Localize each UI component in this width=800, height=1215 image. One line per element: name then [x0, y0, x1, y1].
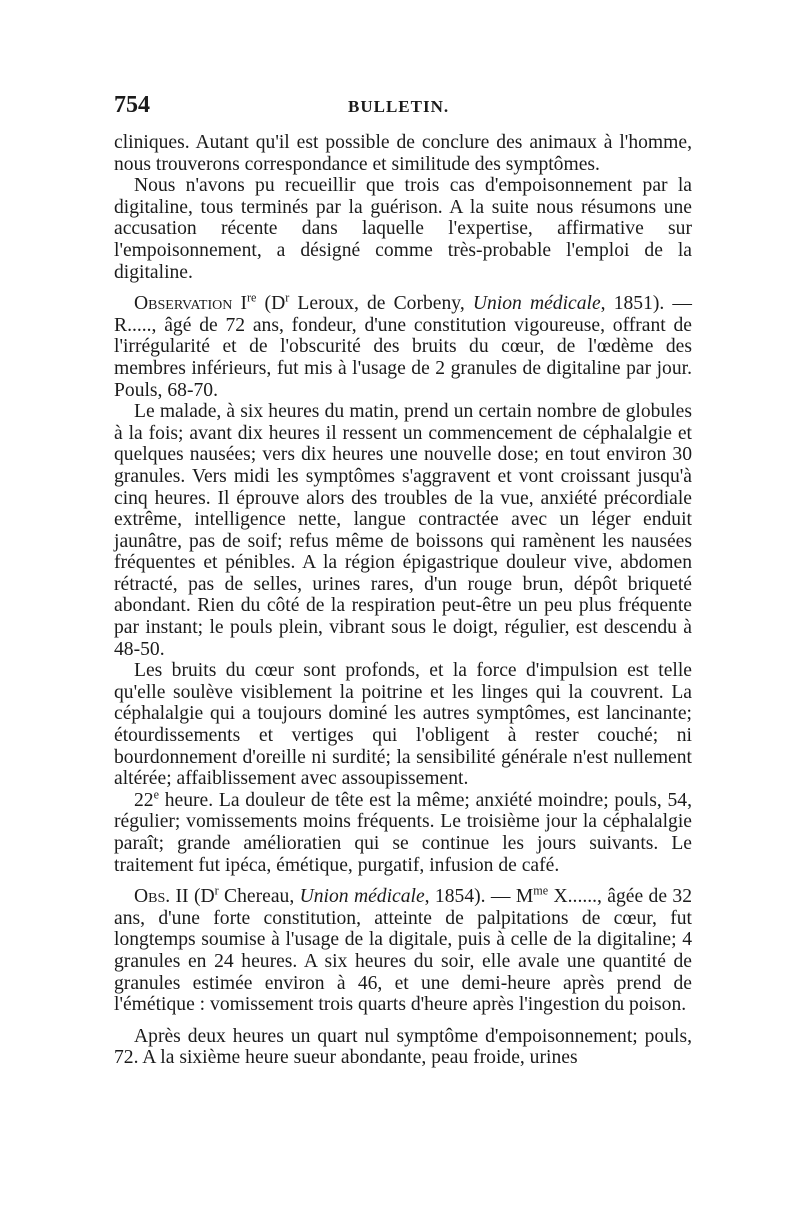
paragraph-22nd-hour — [114, 787, 692, 876]
reference-open: (D — [188, 886, 215, 908]
doctor-abbrev-sup: r — [214, 883, 219, 898]
reference-end: , 1854). — — [424, 886, 516, 908]
journal-title: Union médicale — [299, 886, 425, 908]
journal-title: Union médicale — [472, 293, 601, 315]
paragraph-cases-summary: Nous n'avons pu recueillir que trois cas d'empoisonnement par la digitaline, tous terminés par la guérison. A la suite nous résumons une accusation récente dans laquelle l'expertise, affirmative sur l'empoisonnement, a désigné comme très-probable l'emploi de la digitaline. — [114, 175, 692, 283]
page-number: 754 — [114, 92, 150, 118]
patient-title-sup: me — [533, 883, 549, 898]
paragraph-intro-continuation: cliniques. Autant qu'il est possible de conclure des animaux à l'homme, nous trouverons correspondance et similitude des symptômes. — [114, 132, 692, 175]
observation-text: X......, âgée de 32 ans, d'une forte constitution, atteinte de palpitations de cœur, fut longtemps soumise à l'usage de la digitale, puis à celle de la digitaline; 4 granules en 24 heures. A six heures du soir, elle avale une quantité de granules estimée environ à 46, et une demi-heure après prend de l'émétique : vomissement trois quarts d'heure après l'ingestion du poison. — [114, 886, 692, 1016]
observation-1-paragraph — [114, 290, 693, 401]
reference-author: Leroux, de Corbeny, — [289, 293, 473, 315]
observation-label: Obs. II — [134, 886, 189, 908]
reference-end: , 1851). — — [600, 293, 693, 315]
hour-number: 22 — [134, 789, 154, 811]
observation-2-paragraph — [114, 883, 692, 1016]
body-text — [114, 132, 692, 1069]
reference-author: Chereau, — [218, 886, 300, 908]
paragraph-heart-sounds: Les bruits du cœur sont profonds, et la force d'impulsion est telle qu'elle soulève visiblement la poitrine et les linges qui la couvrent. La céphalalgie qui a toujours dominé les autres symptômes, est lancinante; étourdissements et vertiges qui l'obligent à rester couché; ni bourdonnement d'oreille ni surdité; la sensibilité générale n'est nullement altérée; affaiblissement avec assoupissement. — [114, 660, 692, 790]
running-title: BULLETIN. — [348, 97, 450, 116]
observation-ordinal-sup: re — [247, 290, 257, 305]
paragraph-after-two-hours: Après deux heures un quart nul symptôme d'empoisonnement; pouls, 72. A la sixième heure sueur abondante, peau froide, urines — [114, 1025, 692, 1069]
observation-label: Observation I — [134, 293, 247, 315]
reference-open: (D — [256, 293, 286, 315]
paragraph-symptoms: Le malade, à six heures du matin, prend un certain nombre de globules à la fois; avant dix heures il ressent un commencement de céphalalgie et quelques nausées; vers dix heures une nouvelle dose; en tout environ 30 granules. Vers midi les symptômes s'aggravent et vont croissant jusqu'à cinq heures. Il éprouve alors des troubles de la vue, anxiété précordiale extrême, intelligence nette, langue contractée avec un léger enduit jaunâtre, pas de soif; refus même de boissons qui ramènent les nausées fréquentes et pénibles. A la région épigastrique douleur vive, abdomen rétracté, pas de selles, urines rares, d'un rouge brun, dépôt briqueté abondant. Rien du côté de la respiration peut-être un peu plus fréquente par instant; le pouls plein, vibrant sous le doigt, régulier, est descendu à 48-50. — [114, 401, 692, 660]
paragraph-text: heure. La douleur de tête est la même; anxiété moindre; pouls, 54, régulier; vomissements moins fréquents. Le troisième jour la céphalalgie paraît; grande amélioratien qui se continue les jours suivants. Le traitement fut ipéca, émétique, purgatif, infusion de café. — [114, 789, 692, 876]
observation-text: R....., âgé de 72 ans, fondeur, d'une constitution vigoureuse, offrant de l'irrégularité et de l'obscurité des bruits du cœur, de l'œdème des membres inférieurs, fut mis à l'usage de 2 granules de digitaline par jour. Pouls, 68-70. — [114, 314, 692, 401]
hour-ordinal-sup: e — [153, 787, 159, 802]
patient-title: M — [515, 886, 534, 908]
page-header — [114, 92, 692, 128]
doctor-abbrev-sup: r — [285, 290, 290, 305]
